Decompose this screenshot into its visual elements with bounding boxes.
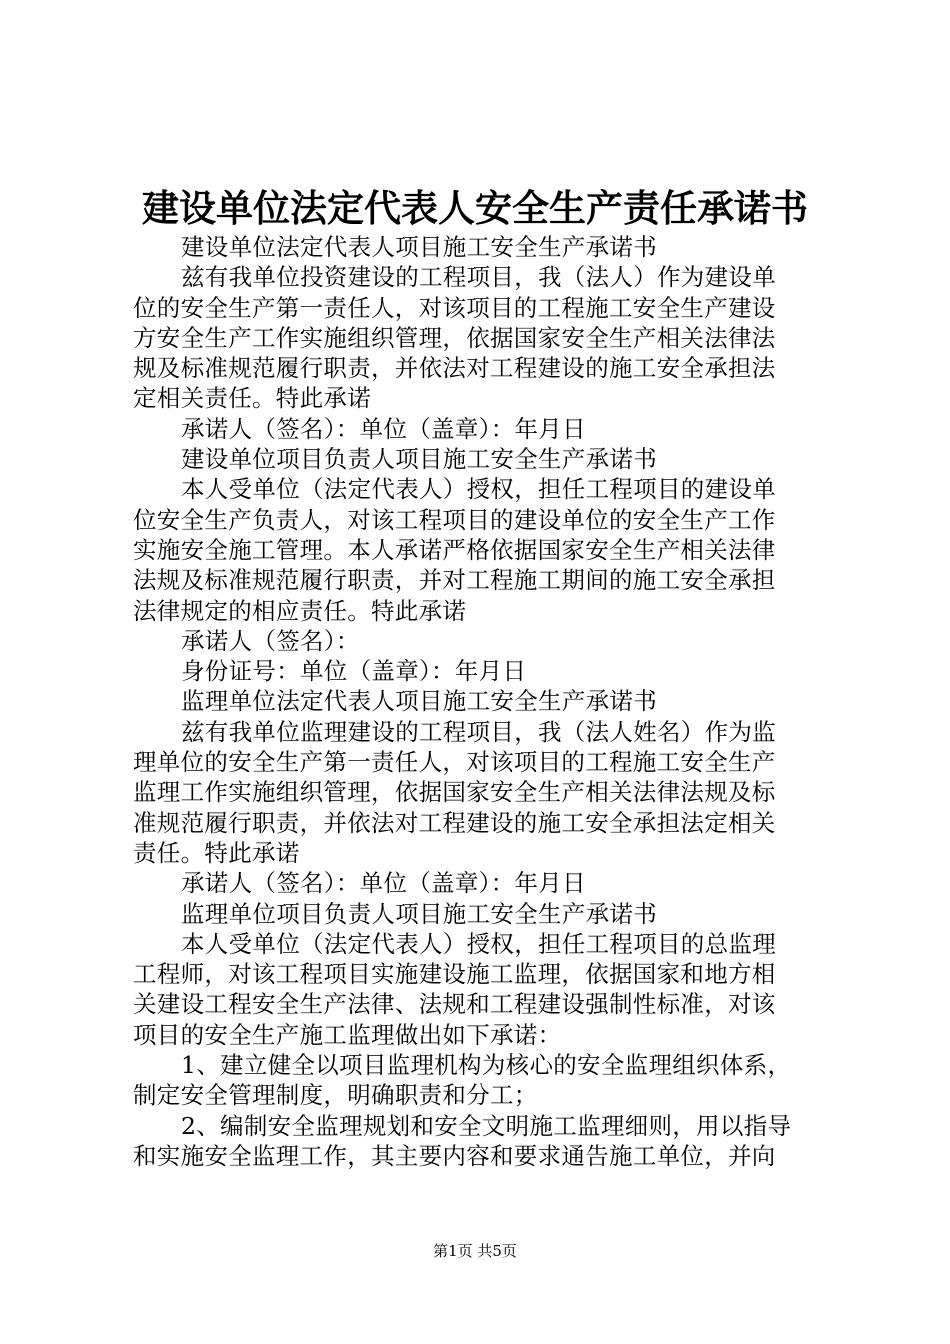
text-line: 承诺人（签名）： [181, 626, 360, 655]
text-line: 关建设工程安全生产法律、法规和工程建设强制性标准，对该 [133, 990, 776, 1019]
text-line: 定相关责任。特此承诺 [133, 384, 371, 413]
text-line: 和实施安全监理工作，其主要内容和要求通告施工单位，并向 [133, 1141, 776, 1170]
text-line: 工程师，对该工程项目实施建设施工监理，依据国家和地方相 [133, 960, 776, 989]
text-line: 承诺人（签名）：单位（盖章）：年月日 [181, 869, 586, 898]
text-line: 方安全生产工作实施组织管理，依据国家安全生产相关法律法 [133, 323, 776, 352]
text-line: 位安全生产负责人，对该工程项目的建设单位的安全生产工作 [133, 505, 776, 534]
text-line: 1、建立健全以项目监理机构为核心的安全监理组织体系， [181, 1051, 792, 1080]
text-line: 理单位的安全生产第一责任人，对该项目的工程施工安全生产 [133, 748, 776, 777]
text-line: 兹有我单位监理建设的工程项目，我（法人姓名）作为监 [181, 717, 776, 746]
text-line: 制定安全管理制度，明确职责和分工； [133, 1081, 538, 1110]
document-title: 建设单位法定代表人安全生产责任承诺书 [142, 187, 808, 230]
text-line: 实施安全施工管理。本人承诺严格依据国家安全生产相关法律 [133, 535, 776, 564]
document-body [133, 232, 833, 1171]
text-line: 建设单位项目负责人项目施工安全生产承诺书 [181, 445, 657, 474]
text-line: 兹有我单位投资建设的工程项目，我（法人）作为建设单 [181, 263, 776, 292]
text-line: 责任。特此承诺 [133, 838, 300, 867]
text-line: 本人受单位（法定代表人）授权，担任工程项目的建设单 [181, 475, 776, 504]
text-line: 监理单位法定代表人项目施工安全生产承诺书 [181, 687, 657, 716]
text-line: 法律规定的相应责任。特此承诺 [133, 596, 467, 625]
text-line: 位的安全生产第一责任人，对该项目的工程施工安全生产建设 [133, 293, 776, 322]
text-line: 法规及标准规范履行职责，并对工程施工期间的施工安全承担 [133, 566, 776, 595]
text-line: 承诺人（签名）：单位（盖章）：年月日 [181, 414, 586, 443]
text-line: 建设单位法定代表人项目施工安全生产承诺书 [181, 233, 657, 261]
text-line: 准规范履行职责，并依法对工程建设的施工安全承担法定相关 [133, 808, 776, 837]
text-line: 监理单位项目负责人项目施工安全生产承诺书 [181, 899, 657, 928]
text-line: 监理工作实施组织管理，依据国家安全生产相关法律法规及标 [133, 778, 776, 807]
text-line: 2、编制安全监理规划和安全文明施工监理细则，用以指导 [181, 1111, 792, 1140]
text-line: 项目的安全生产施工监理做出如下承诺： [133, 1020, 562, 1049]
text-line: 规及标准规范履行职责，并依法对工程建设的施工安全承担法 [133, 354, 776, 383]
page-number: 第1页 共5页 [433, 1242, 517, 1260]
text-line: 身份证号：单位（盖章）：年月日 [181, 657, 527, 686]
text-line: 本人受单位（法定代表人）授权，担任工程项目的总监理 [181, 929, 776, 958]
